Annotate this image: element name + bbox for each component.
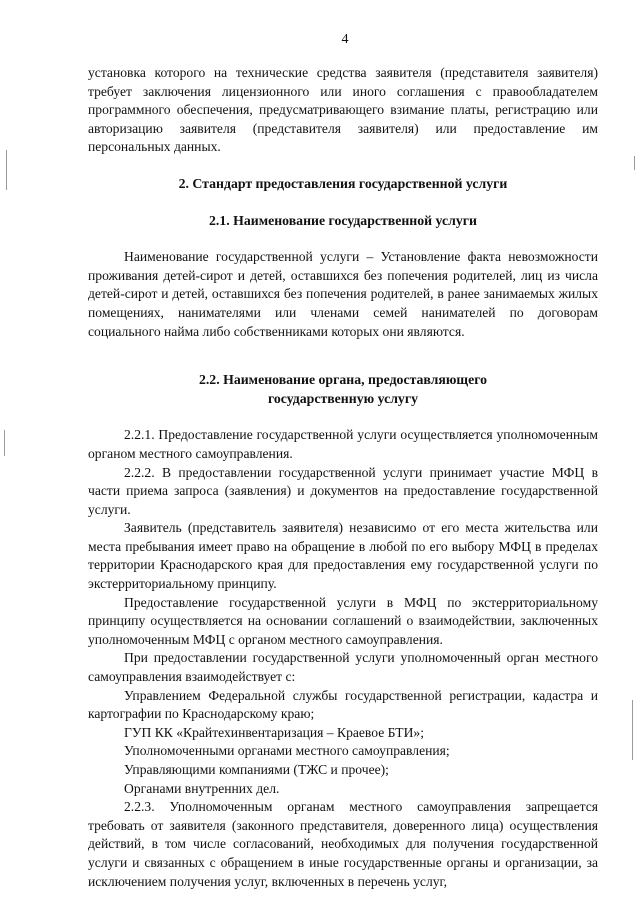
paragraph-extraterritorial: Предоставление государственной услуги в МФЦ по экстерриториальному принципу осуществляется на основании соглашений о взаимодействии, заключенных уполномоченным МФЦ с органом местного самоуправления. <box>88 594 598 647</box>
paragraph-2-2-2: 2.2.2. В предоставлении государственной услуги принимает участие МФЦ в части приема запроса (заявления) и документов на предоставление государственной услуги. <box>88 464 598 517</box>
intro-continuation-paragraph: установка которого на технические средства заявителя (представителя заявителя) требует заключения лицензионного или иного соглашения с правообладателем программного обеспечения, предусматривающего взимание платы, регистрацию или авторизацию заявителя (представителя заявителя) или предоставление им персональных данных. <box>88 65 598 155</box>
section-2-2-heading-line2: государственную услугу <box>267 390 418 406</box>
paragraph-applicant-right: Заявитель (представитель заявителя) независимо от его места жительства или места пребывания имеет право на обращение в любой по его выбору МФЦ в пределах территории Краснодарского края для предоставления ему государственной услуги по экстерриториальному принципу. <box>88 520 598 592</box>
paragraph-2-2-1: 2.2.1. Предоставление государственной услуги осуществляется уполномоченным органом местного самоуправления. <box>88 427 598 461</box>
paragraph-2-2-3: 2.2.3. Уполномоченным органам местного самоуправления запрещается требовать от заявителя (законного представителя, доверенного лица) осуществления действий, в том числе согласований, необходимых для получения государственной услуги и связанных с обращением в иные государственные органы и организации, за исключением получения услуг, включенных в перечень услуг, <box>88 799 598 889</box>
paragraph-interaction-intro: При предоставлении государственной услуги уполномоченный орган местного самоуправления взаимодействует с: <box>88 650 598 685</box>
list-item: ГУП КК «Крайтехинвентаризация – Краевое БТИ»; <box>124 724 424 740</box>
page-number: 4 <box>341 32 349 47</box>
list-item: Органами внутренних дел. <box>124 780 280 796</box>
section-2-heading: 2. Стандарт предоставления государственной услуги <box>178 175 508 191</box>
interaction-list <box>88 687 598 799</box>
scan-artifact-left <box>6 150 7 190</box>
scan-artifact-right-lower <box>632 700 633 760</box>
scan-artifact-left-lower <box>4 430 5 456</box>
service-name-paragraph: Наименование государственной услуги – Установление факта невозможности проживания детей-сирот и детей, оставшихся без попечения родителей, лиц из числа детей-сирот и детей, оставшихся без попечения родителей, в ранее занимаемых жилых помещениях, нанимателями или членами семей нанимателей по договорам социального найма либо собственниками которых они являются. <box>88 249 598 339</box>
section-2-2-heading-line1: 2.2. Наименование органа, предоставляющего <box>198 372 488 388</box>
scan-artifact-right <box>634 156 635 170</box>
section-2-1-heading: 2.1. Наименование государственной услуги <box>208 212 478 228</box>
list-item: Управлением Федеральной службы государственной регистрации, кадастра и картографии по Краснодарскому краю; <box>88 687 598 722</box>
list-item: Уполномоченными органами местного самоуправления; <box>124 743 450 759</box>
document-body <box>88 64 598 891</box>
list-item: Управляющими компаниями (ТЖС и прочее); <box>124 762 389 777</box>
